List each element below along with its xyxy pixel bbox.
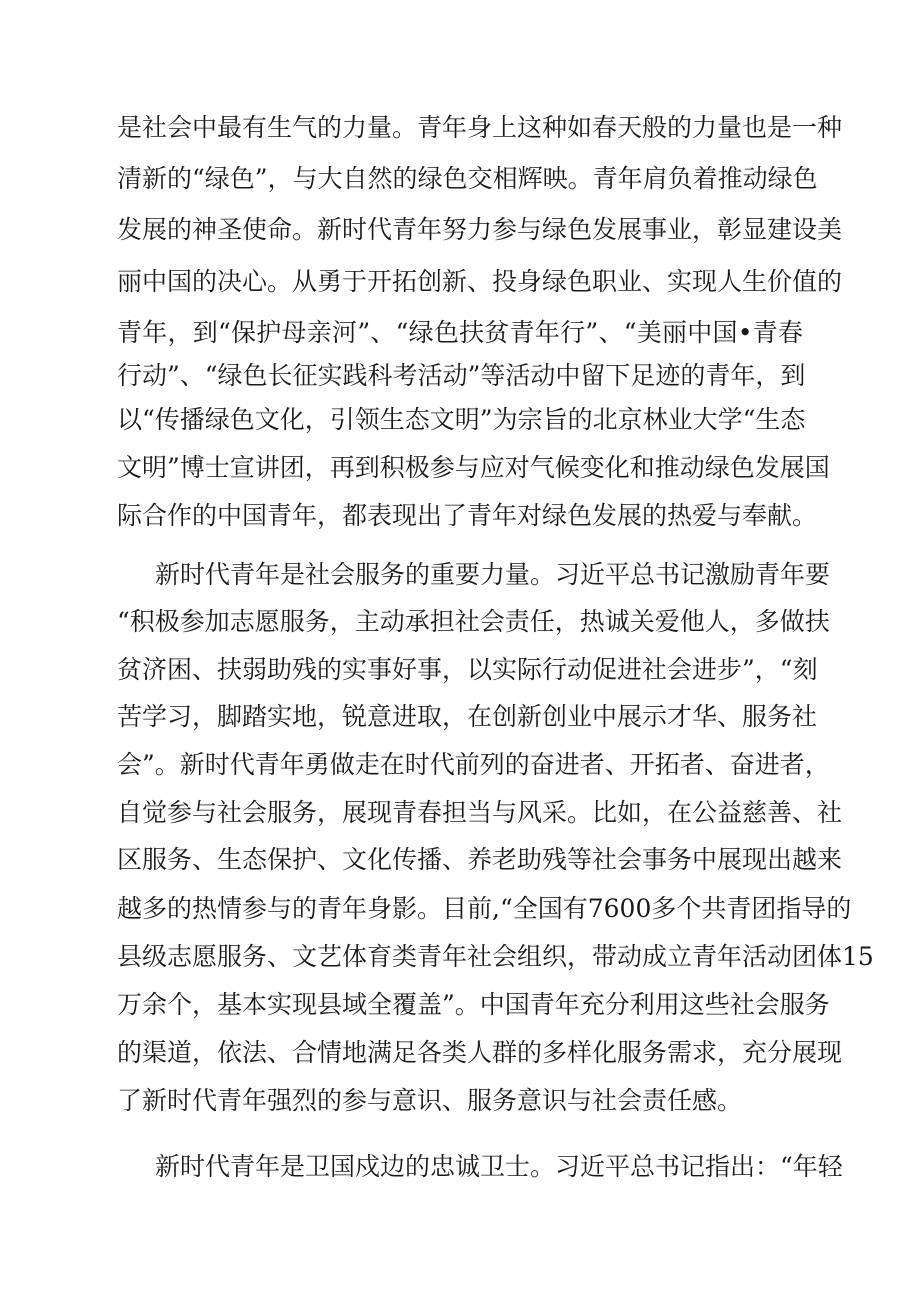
paragraph-2-line-4: 苦学习，脚踏实地，锐意进取，在创新创业中展示才华、服务社 bbox=[117, 702, 818, 731]
paragraph-2-line-3: 贫济困、扶弱助残的实事好事，以实际行动促进社会进步”，“刻 bbox=[117, 655, 818, 684]
paragraph-2-line-11: 的渠道，依法、合情地满足各类人群的多样化服务需求，充分展现 bbox=[117, 1038, 843, 1067]
paragraph-2-line-12: 了新时代青年强烈的参与意识、服务意识与社会责任感。 bbox=[117, 1086, 743, 1115]
paragraph-1-line-7: 以“传播绿色文化，引领生态文明”为宗旨的北京林业大学“生态 bbox=[117, 405, 806, 434]
paragraph-1-line-1: 是社会中最有生气的力量。青年身上这种如春天般的力量也是一种 bbox=[117, 113, 843, 142]
paragraph-2-line-8: 越多的热情参与的青年身影。目前,“全国有7600多个共青团指导的 bbox=[117, 894, 852, 923]
paragraph-2-line-10: 万余个，基本实现县域全覆盖”。中国青年充分利用这些社会服务 bbox=[117, 990, 830, 1019]
paragraph-1-line-2: 清新的“绿色”，与大自然的绿色交相辉映。青年肩负着推动绿色 bbox=[117, 164, 818, 193]
paragraph-2-line-6: 自觉参与社会服务，展现青春担当与风采。比如，在公益慈善、社 bbox=[117, 798, 843, 827]
paragraph-2-line-2: “积极参加志愿服务，主动承担社会责任，热诚关爱他人，多做扶 bbox=[117, 607, 830, 636]
paragraph-1-line-9: 际合作的中国青年，都表现出了青年对绿色发展的热爱与奉献。 bbox=[117, 501, 818, 530]
paragraph-1-line-4: 丽中国的决心。从勇于开拓创新、投身绿色职业、实现人生价值的 bbox=[117, 267, 843, 296]
paragraph-1-line-6: 行动”、“绿色长征实践科考活动”等活动中留下足迹的青年，到 bbox=[117, 361, 806, 390]
paragraph-2-line-9: 县级志愿服务、文艺体育类青年社会组织，带动成立青年活动团体15 bbox=[117, 942, 874, 971]
paragraph-2-line-1: 新时代青年是社会服务的重要力量。习近平总书记激励青年要 bbox=[155, 560, 831, 589]
paragraph-2-line-5: 会”。新时代青年勇做走在时代前列的奋进者、开拓者、奋进者， bbox=[117, 750, 830, 779]
paragraph-1-line-5: 青年，到“保护母亲河”、“绿色扶贫青年行”、“美丽中国•青春 bbox=[117, 318, 803, 347]
paragraph-1-line-8: 文明”博士宣讲团，再到积极参与应对气候变化和推动绿色发展国 bbox=[117, 453, 830, 482]
paragraph-3-line-1: 新时代青年是卫国戍边的忠诚卫士。习近平总书记指出：“年轻 bbox=[155, 1152, 843, 1181]
paragraph-2-line-7: 区服务、生态保护、文化传播、养老助残等社会事务中展现出越来 bbox=[117, 845, 843, 874]
paragraph-1-line-3: 发展的神圣使命。新时代青年努力参与绿色发展事业，彰显建设美 bbox=[117, 215, 843, 244]
